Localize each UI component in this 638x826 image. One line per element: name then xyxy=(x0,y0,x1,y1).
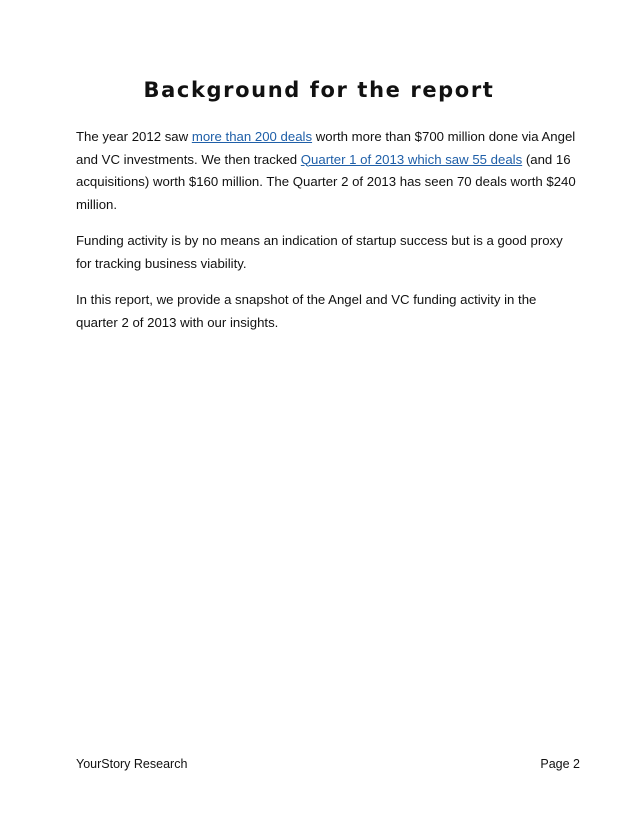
paragraph-intro-text-2: worth more than $700 million done via Angel and VC investments. We then tracked xyxy=(76,129,576,167)
paragraph-intro-text-3: (and 16 acquisitions) worth $160 million. The Quarter 2 of 2013 has seen 70 deals worth $240 million. xyxy=(76,151,576,212)
body-text xyxy=(76,126,576,348)
footer-page-number: Page 2 xyxy=(540,757,580,771)
paragraph-intro-text-1: The year 2012 saw xyxy=(76,129,192,144)
link-quarter-1-2013[interactable]: Quarter 1 of 2013 which saw 55 deals xyxy=(300,151,523,167)
footer-publisher: YourStory Research xyxy=(76,757,188,771)
page-title: Background for the report xyxy=(143,78,495,102)
link-200-deals[interactable]: more than 200 deals xyxy=(191,129,313,144)
paragraph-intro xyxy=(76,126,576,216)
paragraph-funding-activity: Funding activity is by no means an indication of startup success but is a good proxy for tracking business viability. xyxy=(76,233,563,271)
paragraph-report-snapshot: In this report, we provide a snapshot of the Angel and VC funding activity in the quarter 2 of 2013 with our insights. xyxy=(76,292,537,330)
